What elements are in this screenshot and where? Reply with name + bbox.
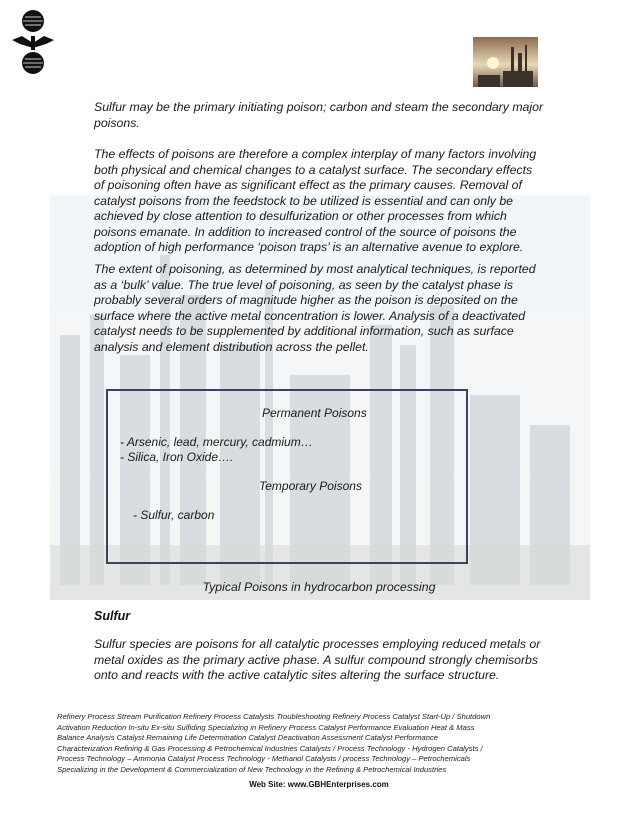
- refinery-photo-icon: [473, 37, 538, 87]
- footer-line: Process Technology – Ammonia Catalyst Process Technology - Methanol Catalysts / process Technology – Petrochemicals: [57, 754, 471, 763]
- company-logo-icon: [10, 8, 56, 78]
- footer-services: [57, 712, 577, 775]
- permanent-poisons-heading: Permanent Poisons: [262, 406, 367, 420]
- temporary-poison-item: - Sulfur, carbon: [133, 508, 215, 522]
- footer-line: Specializing in the Development & Commercialization of New Technology in the Refining & Petrochemical Industries: [57, 764, 447, 774]
- website-link[interactable]: Web Site: www.GBHEnterprises.com: [249, 780, 389, 789]
- figure-caption: Typical Poisons in hydrocarbon processing: [202, 580, 436, 594]
- paragraph-poisoning-extent: [94, 262, 544, 355]
- poison-classification-box: [106, 389, 468, 564]
- paragraph-sulfur-species: [94, 637, 544, 684]
- paragraph-text: Sulfur may be the primary initiating poison; carbon and steam the secondary major poisons.: [94, 100, 544, 130]
- paragraph-poison-effects: [94, 147, 544, 256]
- paragraph-text: The extent of poisoning, as determined by most analytical techniques, is reported as a ‘bulk’ value. The true level of poisoning, as seen by the catalyst phase is probably several orders of magnitude higher as the poison is deposited on the surface where the active metal concentration is lower. Analysis of a deactivated catalyst needs to be supplemented by additional information, such as surface analysis and element distribution across the pellet.: [94, 262, 536, 354]
- footer-line: Characterization Refining & Gas Processing & Petrochemical Industries Catalysts / Process Technology - Hydrogen Catalysts /: [57, 743, 483, 753]
- section-heading-sulfur: Sulfur: [94, 609, 131, 623]
- temporary-poisons-heading: Temporary Poisons: [259, 479, 362, 493]
- paragraph-primary-poison: [94, 100, 544, 131]
- paragraph-text: The effects of poisons are therefore a complex interplay of many factors involving both physical and chemical changes to a catalyst surface. The secondary effects of poisoning often have as significant effect as the primary causes. Removal of catalyst poisons from the feedstock to be utilized is essential and can only be achieved by close attention to desulfurization or other processes from which poisons emanate. In addition to increased control of the source of poisons the adoption of high performance ‘poison traps’ is an alternative avenue to explore.: [94, 147, 537, 254]
- footer-line: Balance Analysis Catalyst Remaining Life Determination Catalyst Deactivation Assessment Catalyst Performance: [57, 733, 438, 742]
- permanent-poison-item: - Silica, Iron Oxide….: [120, 450, 234, 464]
- paragraph-text: Sulfur species are poisons for all catalytic processes employing reduced metals or metal oxides as the primary active phase. A sulfur compound strongly chemisorbs onto and reacts with the active catalytic sites altering the surface structure.: [94, 637, 541, 682]
- footer-line: Activation Reduction In-situ Ex-situ Sulfiding Specializing in Refinery Process Catalyst Performance Evaluation Heat & Mass: [57, 722, 475, 732]
- permanent-poison-item: - Arsenic, lead, mercury, cadmium…: [120, 435, 313, 449]
- footer-line: Refinery Process Stream Purification Refinery Process Catalysts Troubleshooting Refinery Process Catalyst Start-Up / Shutdown: [57, 712, 491, 721]
